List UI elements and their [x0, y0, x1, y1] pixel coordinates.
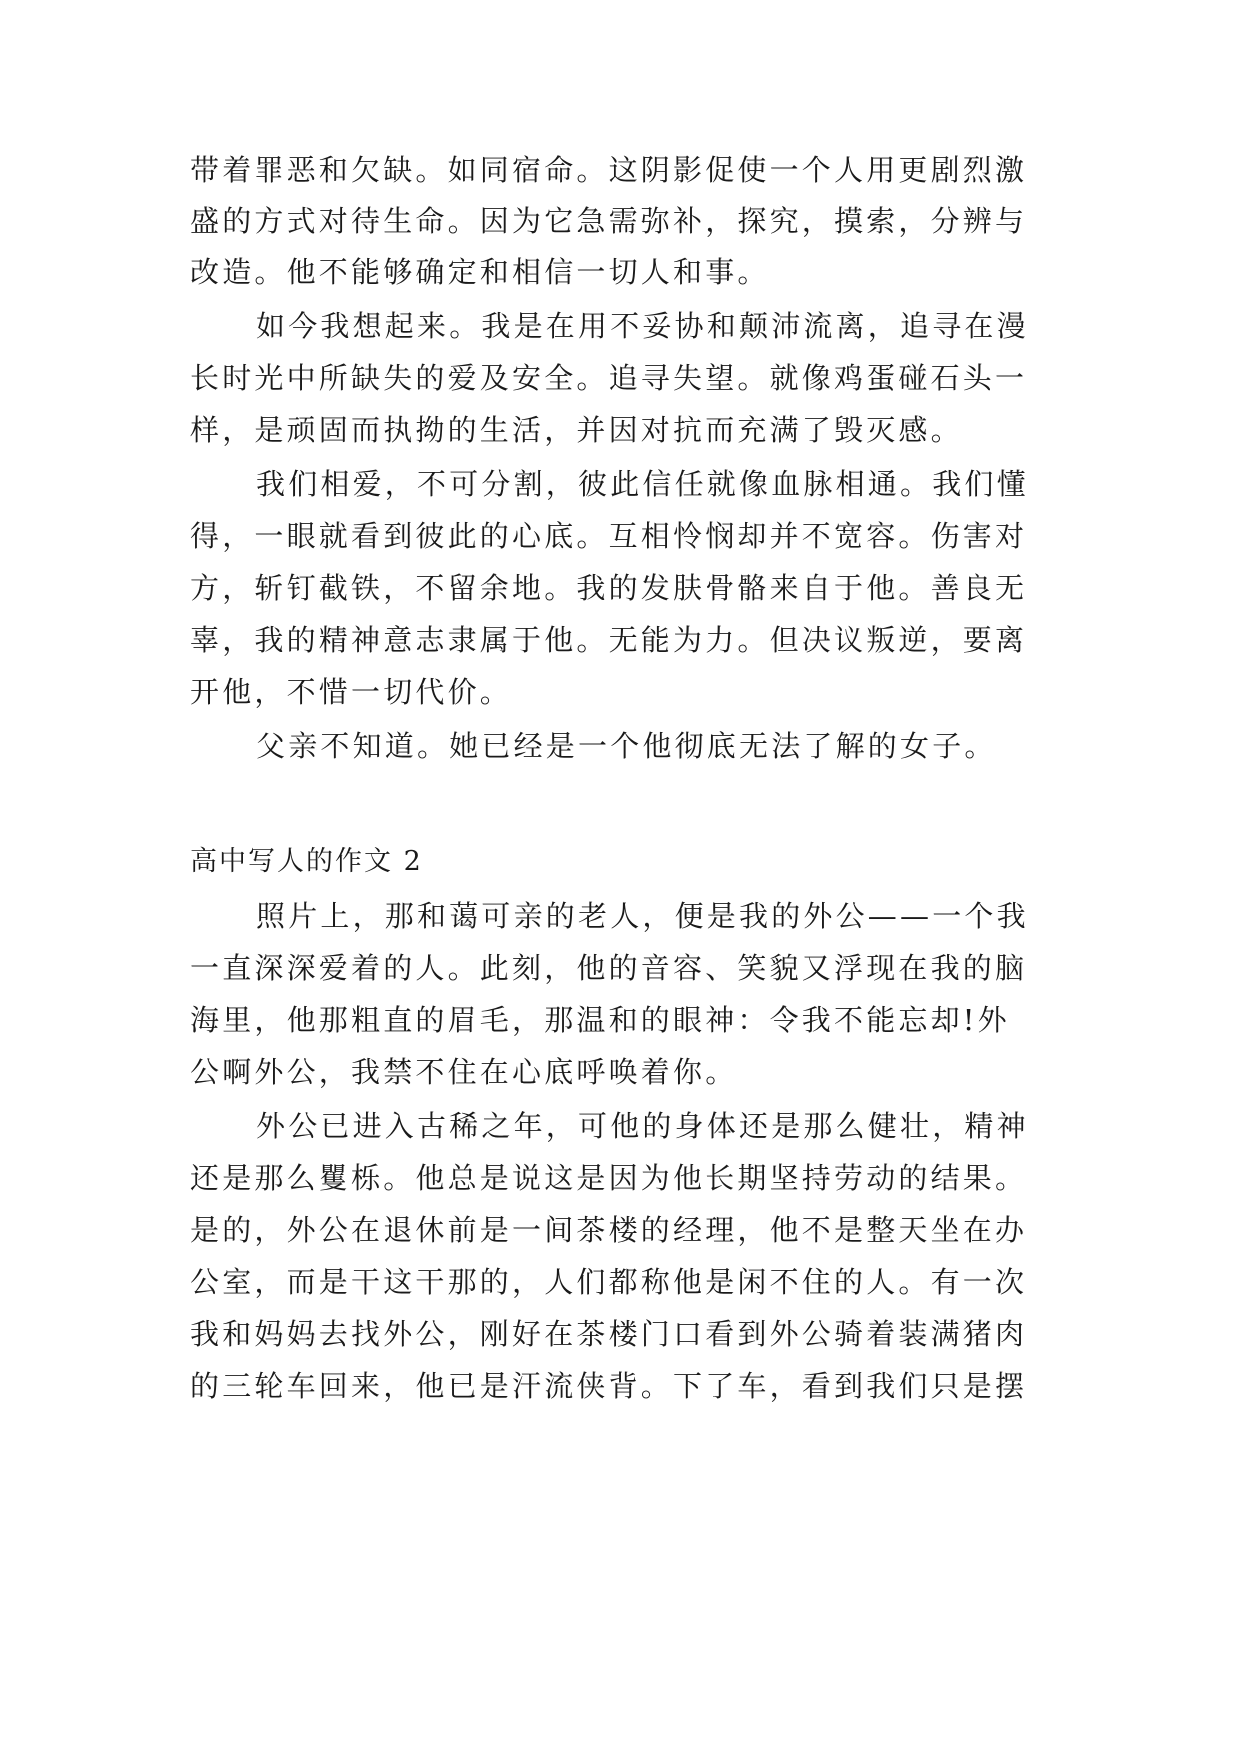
text-line: 改造。他不能够确定和相信一切人和事。 — [190, 255, 770, 289]
text-line: 一直深深爱着的人。此刻，他的音容、笑貌又浮现在我的脑 — [190, 951, 1028, 985]
text-line: 我们相爱，不可分割，彼此信任就像血脉相通。我们懂 — [256, 467, 1029, 501]
text-line: 盛的方式对待生命。因为它急需弥补，探究，摸索，分辨与 — [190, 204, 1028, 238]
text-line: 方，斩钉截铁，不留余地。我的发肤骨骼来自于他。善良无 — [190, 571, 1028, 605]
text-line: 是的，外公在退休前是一间茶楼的经理，他不是整天坐在办 — [190, 1213, 1028, 1247]
text-line: 如今我想起来。我是在用不妥协和颠沛流离，追寻在漫 — [256, 309, 1029, 343]
text-line: 还是那么矍栎。他总是说这是因为他长期坚持劳动的结果。 — [190, 1161, 1028, 1195]
text-line: 的三轮车回来，他已是汗流侠背。下了车，看到我们只是摆 — [190, 1369, 1028, 1403]
text-line: 公室，而是干这干那的，人们都称他是闲不住的人。有一次 — [190, 1265, 1028, 1299]
text-line: 公啊外公，我禁不住在心底呼唤着你。 — [190, 1055, 738, 1089]
text-line: 外公已进入古稀之年，可他的身体还是那么健壮，精神 — [256, 1109, 1029, 1143]
text-line: 样，是顽固而执拗的生活，并因对抗而充满了毁灭感。 — [190, 413, 963, 447]
text-line: 开他，不惜一切代价。 — [190, 675, 513, 709]
section-heading: 高中写人的作文 2 — [190, 846, 423, 877]
text-line: 我和妈妈去找外公，刚好在茶楼门口看到外公骑着装满猪肉 — [190, 1317, 1028, 1351]
text-line: 父亲不知道。她已经是一个他彻底无法了解的女子。 — [256, 729, 997, 763]
text-line: 得，一眼就看到彼此的心底。互相怜悯却并不宽容。伤害对 — [190, 519, 1028, 553]
text-line: 海里，他那粗直的眉毛，那温和的眼神：令我不能忘却!外 — [190, 1003, 1010, 1037]
text-line: 长时光中所缺失的爱及安全。追寻失望。就像鸡蛋碰石头一 — [190, 361, 1028, 395]
text-line: 辜，我的精神意志隶属于他。无能为力。但决议叛逆，要离 — [190, 623, 1028, 657]
text-line: 照片上，那和蔼可亲的老人，便是我的外公——一个我 — [256, 899, 1029, 933]
text-line: 带着罪恶和欠缺。如同宿命。这阴影促使一个人用更剧烈激 — [190, 153, 1028, 187]
